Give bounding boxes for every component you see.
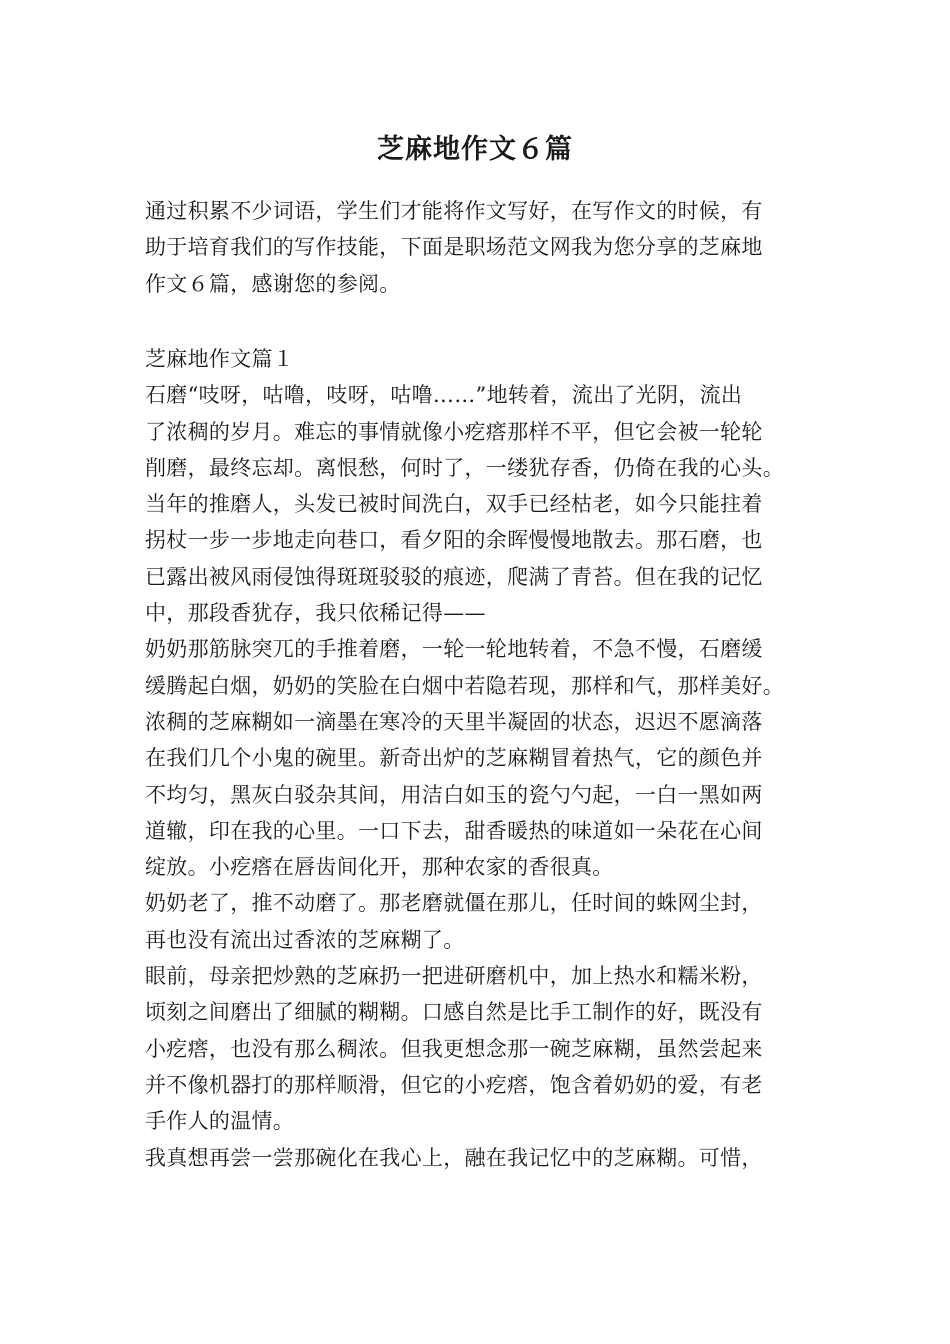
text-line: 小疙瘩，也没有那么稠浓。但我更想念那一碗芝麻糊，虽然尝起来 <box>145 1036 763 1061</box>
text-line: 浓稠的芝麻糊如一滴墨在寒冷的天里半凝固的状态，迟迟不愿滴落 <box>145 709 763 734</box>
text-line: 再也没有流出过香浓的芝麻糊了。 <box>145 927 465 952</box>
text-line: 拐杖一步一步地走向巷口，看夕阳的余晖慢慢地散去。那石磨，也 <box>145 528 763 553</box>
text-line: 我真想再尝一尝那碗化在我心上，融在我记忆中的芝麻糊。可惜， <box>145 1145 763 1170</box>
text-line: 眼前，母亲把炒熟的芝麻扔一把进研磨机中，加上热水和糯米粉， <box>145 964 763 989</box>
text-line: 石磨“吱呀，咕噜，吱呀，咕噜……”地转着，流出了光阴，流出 <box>145 383 743 408</box>
text-line: 绽放。小疙瘩在唇齿间化开，那种农家的香很真。 <box>145 855 614 880</box>
text-line: 中，那段香犹存，我只依稀记得—— <box>145 601 486 626</box>
article-body <box>145 341 815 1176</box>
text-line: 顷刻之间磨出了细腻的糊糊。口感自然是比手工制作的好，既没有 <box>145 1000 763 1025</box>
intro-line: 通过积累不少词语，学生们才能将作文写好，在写作文的时候，有 <box>145 199 763 223</box>
text-line: 手作人的温情。 <box>145 1109 295 1134</box>
text-line: 当年的推磨人，头发已被时间洗白，双手已经枯老，如今只能拄着 <box>145 492 763 517</box>
text-line: 削磨，最终忘却。离恨愁，何时了，一缕犹存香，仍倚在我的心头。 <box>145 455 784 480</box>
intro-line: 助于培育我们的写作技能，下面是职场范文网我为您分享的芝麻地 <box>145 235 763 260</box>
text-line: 奶奶那筋脉突兀的手推着磨，一轮一轮地转着，不急不慢，石磨缓 <box>145 637 763 662</box>
intro-line: 作文６篇，感谢您的参阅。 <box>145 271 401 296</box>
text-line: 缓腾起白烟，奶奶的笑脸在白烟中若隐若现，那样和气，那样美好。 <box>145 673 784 698</box>
text-line: 并不像机器打的那样顺滑，但它的小疙瘩，饱含着奶奶的爱，有老 <box>145 1072 763 1097</box>
intro-paragraph <box>145 193 815 302</box>
text-line: 在我们几个小鬼的碗里。新奇出炉的芝麻糊冒着热气，它的颜色并 <box>145 746 763 771</box>
text-line: 道辙，印在我的心里。一口下去，甜香暖热的味道如一朵花在心间 <box>145 818 763 843</box>
text-line: 不均匀，黑灰白驳杂其间，用洁白如玉的瓷勺勺起，一白一黑如两 <box>145 782 763 807</box>
document-title: 芝麻地作文６篇 <box>377 134 573 165</box>
section-heading: 芝麻地作文篇１ <box>145 347 295 371</box>
text-line: 了浓稠的岁月。难忘的事情就像小疙瘩那样不平，但它会被一轮轮 <box>145 419 763 444</box>
text-line: 已露出被风雨侵蚀得斑斑驳驳的痕迹，爬满了青苔。但在我的记忆 <box>145 564 763 589</box>
text-line: 奶奶老了，推不动磨了。那老磨就僵在那儿，任时间的蛛网尘封， <box>145 891 763 916</box>
